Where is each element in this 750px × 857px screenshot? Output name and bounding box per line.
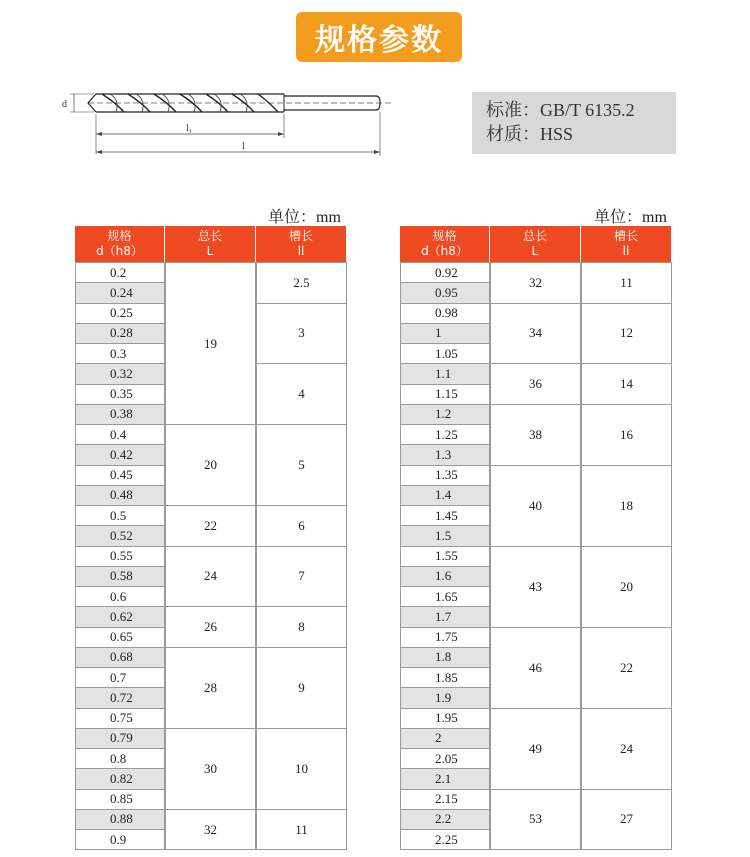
header-total bbox=[490, 226, 580, 262]
diameter-cell: 0.9 bbox=[75, 829, 165, 850]
diameter-cell: 1.85 bbox=[400, 667, 490, 688]
header-flute-label: 槽长 bbox=[288, 229, 313, 243]
total-length-cell: 53 bbox=[490, 789, 581, 851]
diameter-cell: 0.79 bbox=[75, 728, 165, 749]
diameter-cell: 0.58 bbox=[75, 566, 165, 587]
label-d: d bbox=[62, 99, 67, 110]
diameter-cell: 1.45 bbox=[400, 505, 490, 526]
diameter-cell: 2.25 bbox=[400, 829, 490, 850]
drill-bit-diagram bbox=[58, 82, 394, 164]
header-flute-symbol: ll bbox=[297, 244, 305, 258]
standard-text: 标准：GB/T 6135.2 bbox=[486, 100, 635, 120]
diameter-cell: 2.1 bbox=[400, 768, 490, 789]
diameter-cell: 0.24 bbox=[75, 282, 165, 303]
flute-length-cell: 8 bbox=[256, 606, 347, 648]
flute-length-cell: 2.5 bbox=[256, 262, 347, 304]
diameter-cell: 1.4 bbox=[400, 485, 490, 506]
unit-label-right: 单位：mm bbox=[594, 209, 667, 226]
diameter-cell: 0.4 bbox=[75, 424, 165, 445]
header-total-symbol: L bbox=[206, 244, 214, 258]
header-size bbox=[75, 226, 164, 262]
flute-length-cell: 12 bbox=[581, 303, 672, 365]
flute-length-cell: 14 bbox=[581, 363, 672, 405]
diameter-cell: 1.2 bbox=[400, 404, 490, 425]
header-total bbox=[165, 226, 255, 262]
diameter-cell: 0.25 bbox=[75, 303, 165, 324]
diameter-cell: 0.52 bbox=[75, 525, 165, 546]
diameter-cell: 1.05 bbox=[400, 343, 490, 364]
spec-box bbox=[472, 92, 676, 154]
total-length-cell: 22 bbox=[165, 505, 256, 547]
diameter-cell: 0.72 bbox=[75, 687, 165, 708]
total-length-cell: 30 bbox=[165, 728, 256, 810]
header-total-symbol: L bbox=[531, 244, 539, 258]
header-size-symbol: d（h8） bbox=[96, 244, 143, 258]
diameter-cell: 1.7 bbox=[400, 606, 490, 627]
header-size-label: 规格 bbox=[107, 229, 132, 243]
total-length-cell: 20 bbox=[165, 424, 256, 506]
diameter-cell: 2.2 bbox=[400, 809, 490, 830]
diameter-cell: 1.5 bbox=[400, 525, 490, 546]
diameter-cell: 0.82 bbox=[75, 768, 165, 789]
diameter-cell: 1.9 bbox=[400, 687, 490, 708]
unit-label-left: 单位：mm bbox=[268, 209, 341, 226]
flute-length-cell: 3 bbox=[256, 303, 347, 365]
diameter-cell: 1.95 bbox=[400, 708, 490, 729]
header-size-label: 规格 bbox=[432, 229, 457, 243]
flute-length-cell: 18 bbox=[581, 465, 672, 547]
total-length-cell: 28 bbox=[165, 647, 256, 729]
header-total-label: 总长 bbox=[197, 229, 222, 243]
diameter-cell: 1.1 bbox=[400, 363, 490, 384]
total-length-cell: 26 bbox=[165, 606, 256, 648]
total-length-cell: 36 bbox=[490, 363, 581, 405]
diameter-cell: 0.95 bbox=[400, 282, 490, 303]
diameter-cell: 1.3 bbox=[400, 444, 490, 465]
diameter-cell: 0.32 bbox=[75, 363, 165, 384]
flute-length-cell: 20 bbox=[581, 546, 672, 628]
flute-length-cell: 24 bbox=[581, 708, 672, 790]
diameter-cell: 0.65 bbox=[75, 627, 165, 648]
flute-length-cell: 16 bbox=[581, 404, 672, 466]
total-length-cell: 38 bbox=[490, 404, 581, 466]
total-length-cell: 19 bbox=[165, 262, 256, 425]
material-text: 材质：HSS bbox=[486, 124, 574, 144]
flute-length-cell: 9 bbox=[256, 647, 347, 729]
diameter-cell: 0.55 bbox=[75, 546, 165, 567]
flute-length-cell: 27 bbox=[581, 789, 672, 851]
diameter-cell: 2.15 bbox=[400, 789, 490, 810]
label-l1: l₁ bbox=[186, 123, 193, 134]
diameter-cell: 1.15 bbox=[400, 384, 490, 405]
flute-length-cell: 22 bbox=[581, 627, 672, 709]
flute-length-cell: 4 bbox=[256, 363, 347, 425]
diameter-cell: 1.8 bbox=[400, 647, 490, 668]
diameter-cell: 0.98 bbox=[400, 303, 490, 324]
header-flute bbox=[256, 226, 346, 262]
diameter-cell: 1.25 bbox=[400, 424, 490, 445]
diameter-cell: 2.05 bbox=[400, 748, 490, 769]
total-length-cell: 32 bbox=[165, 809, 256, 851]
diameter-cell: 1.35 bbox=[400, 465, 490, 486]
diameter-cell: 0.2 bbox=[75, 262, 165, 283]
diameter-cell: 1.6 bbox=[400, 566, 490, 587]
total-length-cell: 34 bbox=[490, 303, 581, 365]
diameter-cell: 0.92 bbox=[400, 262, 490, 283]
total-length-cell: 40 bbox=[490, 465, 581, 547]
header-flute bbox=[581, 226, 671, 262]
header-size bbox=[400, 226, 489, 262]
diameter-cell: 0.28 bbox=[75, 323, 165, 344]
diameter-cell: 1.55 bbox=[400, 546, 490, 567]
diameter-cell: 0.68 bbox=[75, 647, 165, 668]
total-length-cell: 24 bbox=[165, 546, 256, 608]
total-length-cell: 49 bbox=[490, 708, 581, 790]
flute-length-cell: 11 bbox=[256, 809, 347, 851]
diameter-cell: 0.35 bbox=[75, 384, 165, 405]
diameter-cell: 0.7 bbox=[75, 667, 165, 688]
header-flute-symbol: ll bbox=[622, 244, 630, 258]
diameter-cell: 0.62 bbox=[75, 606, 165, 627]
page-title: 规格参数 bbox=[296, 12, 462, 62]
flute-length-cell: 6 bbox=[256, 505, 347, 547]
header-flute-label: 槽长 bbox=[613, 229, 638, 243]
flute-length-cell: 5 bbox=[256, 424, 347, 506]
diameter-cell: 0.5 bbox=[75, 505, 165, 526]
label-l: l bbox=[242, 141, 245, 152]
diameter-cell: 0.75 bbox=[75, 708, 165, 729]
diameter-cell: 0.3 bbox=[75, 343, 165, 364]
header-size-symbol: d（h8） bbox=[421, 244, 468, 258]
diameter-cell: 0.45 bbox=[75, 465, 165, 486]
total-length-cell: 43 bbox=[490, 546, 581, 628]
total-length-cell: 32 bbox=[490, 262, 581, 304]
diameter-cell: 0.48 bbox=[75, 485, 165, 506]
diameter-cell: 0.85 bbox=[75, 789, 165, 810]
diameter-cell: 2 bbox=[400, 728, 490, 749]
flute-length-cell: 10 bbox=[256, 728, 347, 810]
diameter-cell: 0.6 bbox=[75, 586, 165, 607]
flute-length-cell: 7 bbox=[256, 546, 347, 608]
diameter-cell: 1.65 bbox=[400, 586, 490, 607]
diameter-cell: 0.42 bbox=[75, 444, 165, 465]
flute-length-cell: 11 bbox=[581, 262, 672, 304]
header-total-label: 总长 bbox=[522, 229, 547, 243]
diameter-cell: 0.88 bbox=[75, 809, 165, 830]
diameter-cell: 0.38 bbox=[75, 404, 165, 425]
total-length-cell: 46 bbox=[490, 627, 581, 709]
diameter-cell: 1 bbox=[400, 323, 490, 344]
diameter-cell: 0.8 bbox=[75, 748, 165, 769]
diameter-cell: 1.75 bbox=[400, 627, 490, 648]
